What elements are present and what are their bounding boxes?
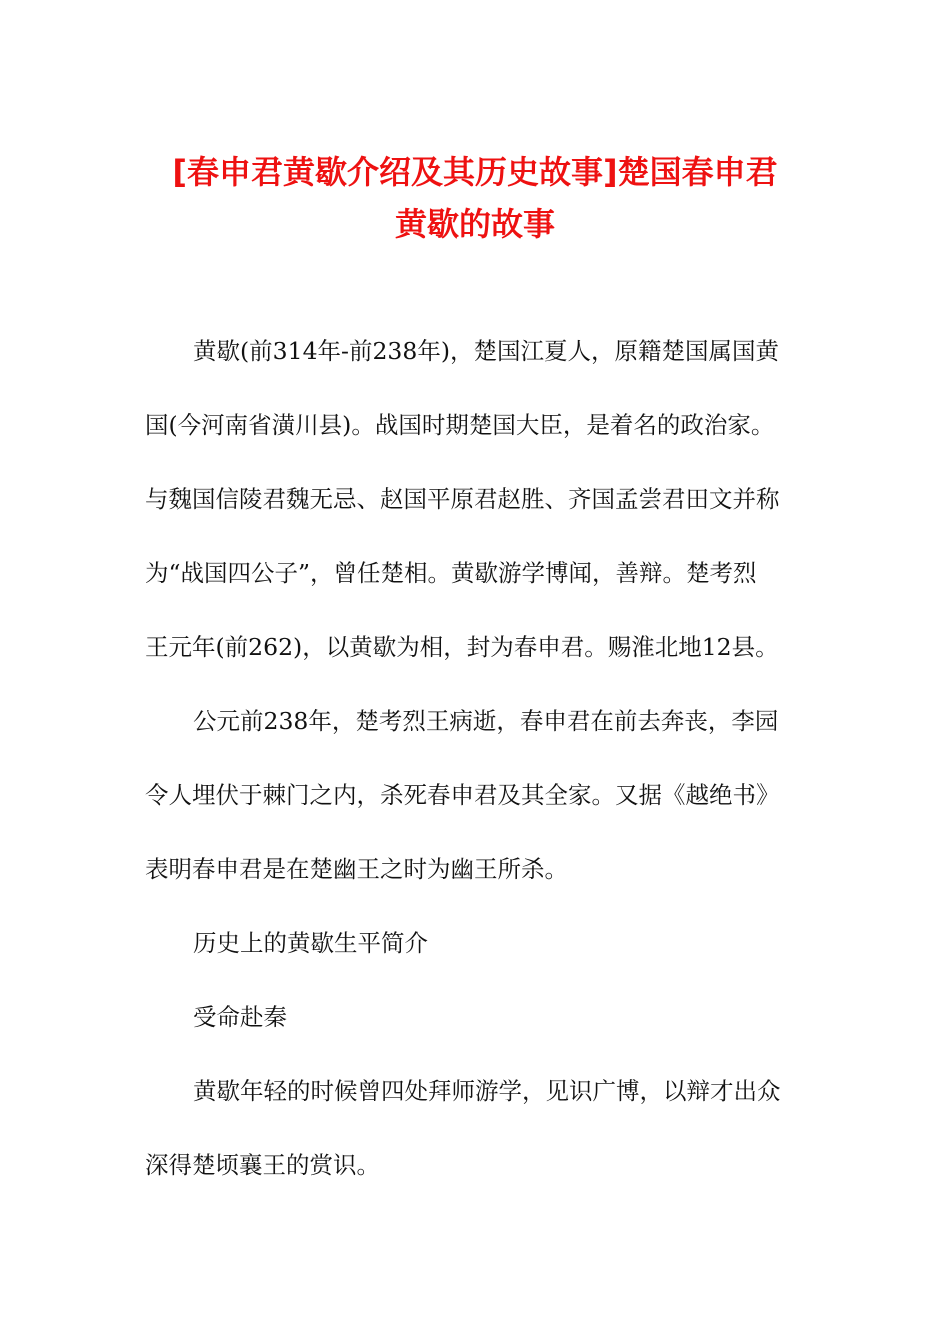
text-line: 黄歇(前314年-前238年)，楚国江夏人，原籍楚国属国黄 bbox=[193, 337, 779, 365]
text-line: 与魏国信陵君魏无忌、赵国平原君赵胜、齐国孟尝君田文并称 bbox=[145, 485, 780, 513]
text-line: 深得楚顷襄王的赏识。 bbox=[145, 1151, 380, 1179]
text-line: 为“战国四公子”，曾任楚相。黄歇游学博闻，善辩。楚考烈 bbox=[145, 559, 757, 587]
text-line: 表明春申君是在楚幽王之时为幽王所杀。 bbox=[145, 855, 568, 883]
text-line: 令人埋伏于棘门之内，杀死春申君及其全家。又据《越绝书》 bbox=[145, 781, 780, 809]
title-line-2: 黄歇的故事 bbox=[394, 205, 555, 243]
text-line: 黄歇年轻的时候曾四处拜师游学，见识广博，以辩才出众 bbox=[193, 1077, 781, 1105]
text-line: 公元前238年，楚考烈王病逝，春申君在前去奔丧，李园 bbox=[193, 707, 779, 735]
subsection-heading: 受命赴秦 bbox=[193, 1003, 287, 1031]
text-line: 国(今河南省潢川县)。战国时期楚国大臣，是着名的政治家。 bbox=[145, 411, 775, 439]
document-title bbox=[140, 146, 810, 250]
section-heading: 历史上的黄歇生平简介 bbox=[193, 929, 428, 957]
text-line: 王元年(前262)，以黄歇为相，封为春申君。赐淮北地12县。 bbox=[145, 633, 779, 661]
title-line-1: [春申君黄歇介绍及其历史故事]楚国春申君 bbox=[172, 153, 778, 191]
